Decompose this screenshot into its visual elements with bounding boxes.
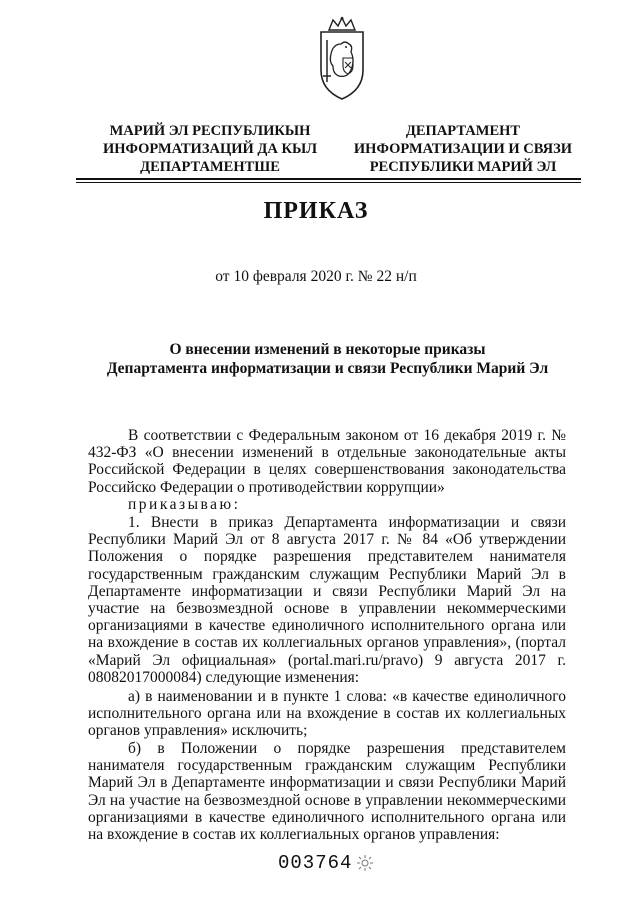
clause-b-paragraph: б) в Положении о порядке разрешения представителем нанимателя государственным гражданским служащим Республики Марий Эл в Департаменте информатизации и связи Республики Марий Эл на участие на безвозмездной основе в управлении некоммерческими организациями в качестве единоличного исполнительного органа или на вхождение в состав их коллегиальных органов управления: xyxy=(88,740,566,844)
right-org-line: ДЕПАРТАМЕНТ xyxy=(405,123,521,139)
right-org-line: ИНФОРМАТИЗАЦИИ И СВЯЗИ xyxy=(353,141,573,157)
left-org-line: ИНФОРМАТИЗАЦИЙ ДА КЫЛ xyxy=(102,141,318,157)
right-organization-name xyxy=(343,122,583,176)
rosette-mark-icon xyxy=(356,854,374,872)
document-title: ПРИКАЗ xyxy=(263,198,369,224)
left-organization-name xyxy=(92,122,328,176)
left-org-line: ДЕПАРТАМЕНТШЕ xyxy=(140,159,280,175)
order-subject xyxy=(90,340,565,378)
coat-of-arms-icon xyxy=(309,16,375,102)
clause-a-paragraph: а) в наименовании и в пункте 1 слова: «в качестве единоличного исполнительного органа или на вхождение в состав их коллегиальных органов управления» исключить; xyxy=(88,688,566,740)
preamble-paragraph: В соответствии с Федеральным законом от 16 декабря 2019 г. № 432-ФЗ «О внесении изменений в отдельные законодательные акты Российской Федерации в целях совершенствования законодательства Российско Федерации о противодействии коррупции» xyxy=(88,427,566,496)
serial-number: 003764 xyxy=(278,852,353,874)
subject-line: О внесении изменений в некоторые приказы xyxy=(169,341,486,358)
order-date-number: от 10 февраля 2020 г. № 22 н/п xyxy=(215,268,417,285)
right-org-line: РЕСПУБЛИКИ МАРИЙ ЭЛ xyxy=(369,159,557,175)
left-org-line: МАРИЙ ЭЛ РЕСПУБЛИКЫН xyxy=(109,123,311,139)
order-verb: приказываю: xyxy=(128,496,241,513)
clause-1-paragraph: 1. Внести в приказ Департамента информатизации и связи Республики Марий Эл от 8 августа 2017 г. № 84 «Об утверждении Положения о порядке разрешения представителем нанимателя государственным гражданским служащим Республики Марий Эл в Департаменте информатизации и связи Республики Марий Эл на участие на безвозмездной основе в управлении некоммерческими организациями в качестве единоличного исполнительного органа или на вхождение в состав их коллегиальных органов управления», (портал «Марий Эл официальная» (portal.mari.ru/pravo) 9 августа 2017 г. 08082017000084) следующие изменения: xyxy=(88,514,566,686)
header-divider-thin xyxy=(76,182,581,183)
header-divider-thick xyxy=(76,178,581,180)
subject-line: Департамента информатизации и связи Республики Марий Эл xyxy=(106,360,549,377)
